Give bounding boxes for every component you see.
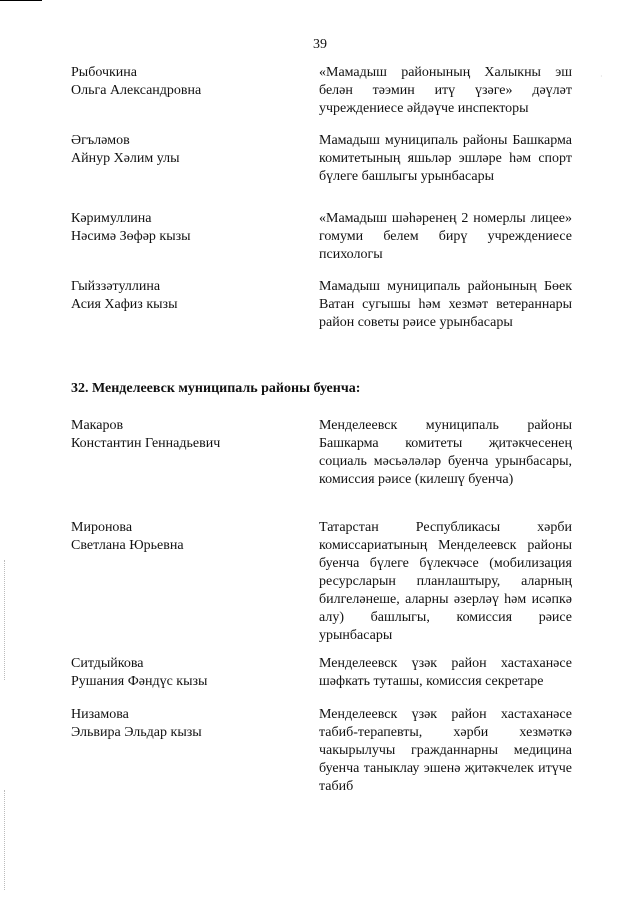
person-name (71, 64, 296, 100)
person-role: Татарстан Республикасы хәрби комиссариатының Менделеевск районы буенча бүлеге бүлекчәсе (мобилизация ресурсларын планлаштыру, аларның билгеләнеше, аларны әзерләү һәм исәпкә алу) башлыгы, комиссия рәисе урынбасары (319, 520, 572, 643)
surname: Әгъләмов (71, 133, 130, 148)
person-role: «Мамадыш шәһәренең 2 номерлы лицее» гомуми белем бирү учреждениесе психологы (319, 211, 572, 262)
person-role: Мамадыш муниципаль районының Бөек Ватан сугышы һәм хезмәт ветераннары район советы рәисе урынбасары (319, 279, 572, 330)
person-name (71, 210, 296, 246)
given-names: Нәсимә Зөфәр кызы (71, 229, 191, 244)
scan-edge-mark (4, 560, 5, 680)
person-name (71, 655, 296, 691)
surname: Макаров (71, 418, 124, 433)
person-role: Менделеевск үзәк район хастаханәсе шәфкать туташы, комиссия секретаре (319, 656, 572, 689)
page-number: 39 (313, 37, 327, 52)
given-names: Рушания Фәндүс кызы (71, 674, 208, 689)
section-heading: 32. Менделеевск муниципаль районы буенча: (71, 381, 361, 396)
person-name (71, 278, 296, 314)
person-name (71, 132, 296, 168)
given-names: Ольга Александровна (71, 83, 202, 98)
surname: Миронова (71, 520, 133, 535)
given-names: Асия Хафиз кызы (71, 297, 178, 312)
person-role: Менделеевск үзәк район хастаханәсе табиб-терапевты, хәрби хезмәткә чакырылучы гражданнарны медицина буенча таныклау эшенә җитәкчелек итүче табиб (319, 707, 572, 794)
surname: Гыйззәтуллина (71, 279, 161, 294)
scan-dot: · (600, 72, 603, 81)
surname: Низамова (71, 707, 129, 722)
person-name (71, 417, 296, 453)
person-name (71, 519, 296, 555)
given-names: Айнур Хәлим улы (71, 151, 180, 166)
person-role: Менделеевск муниципаль районы Башкарма комитеты җитәкчесенең социаль мәсьәләләр буенча урынбасары, комиссия рәисе (килешү буенча) (319, 418, 572, 487)
surname: Кәримуллина (71, 211, 152, 226)
given-names: Константин Геннадьевич (71, 436, 221, 451)
surname: Рыбочкина (71, 65, 137, 80)
surname: Ситдыйкова (71, 656, 144, 671)
scan-edge-mark (4, 790, 5, 890)
person-role: «Мамадыш районының Халыкны эш белән тәэмин итү үзәге» дәүләт учреждениесе әйдәүче инспекторы (319, 65, 572, 116)
person-role: Мамадыш муниципаль районы Башкарма комитетының яшьләр эшләре һәм спорт бүлеге башлыгы урынбасары (319, 133, 572, 184)
top-edge-line (0, 0, 42, 1)
given-names: Эльвира Эльдар кызы (71, 725, 202, 740)
given-names: Светлана Юрьевна (71, 538, 184, 553)
person-name (71, 706, 296, 742)
